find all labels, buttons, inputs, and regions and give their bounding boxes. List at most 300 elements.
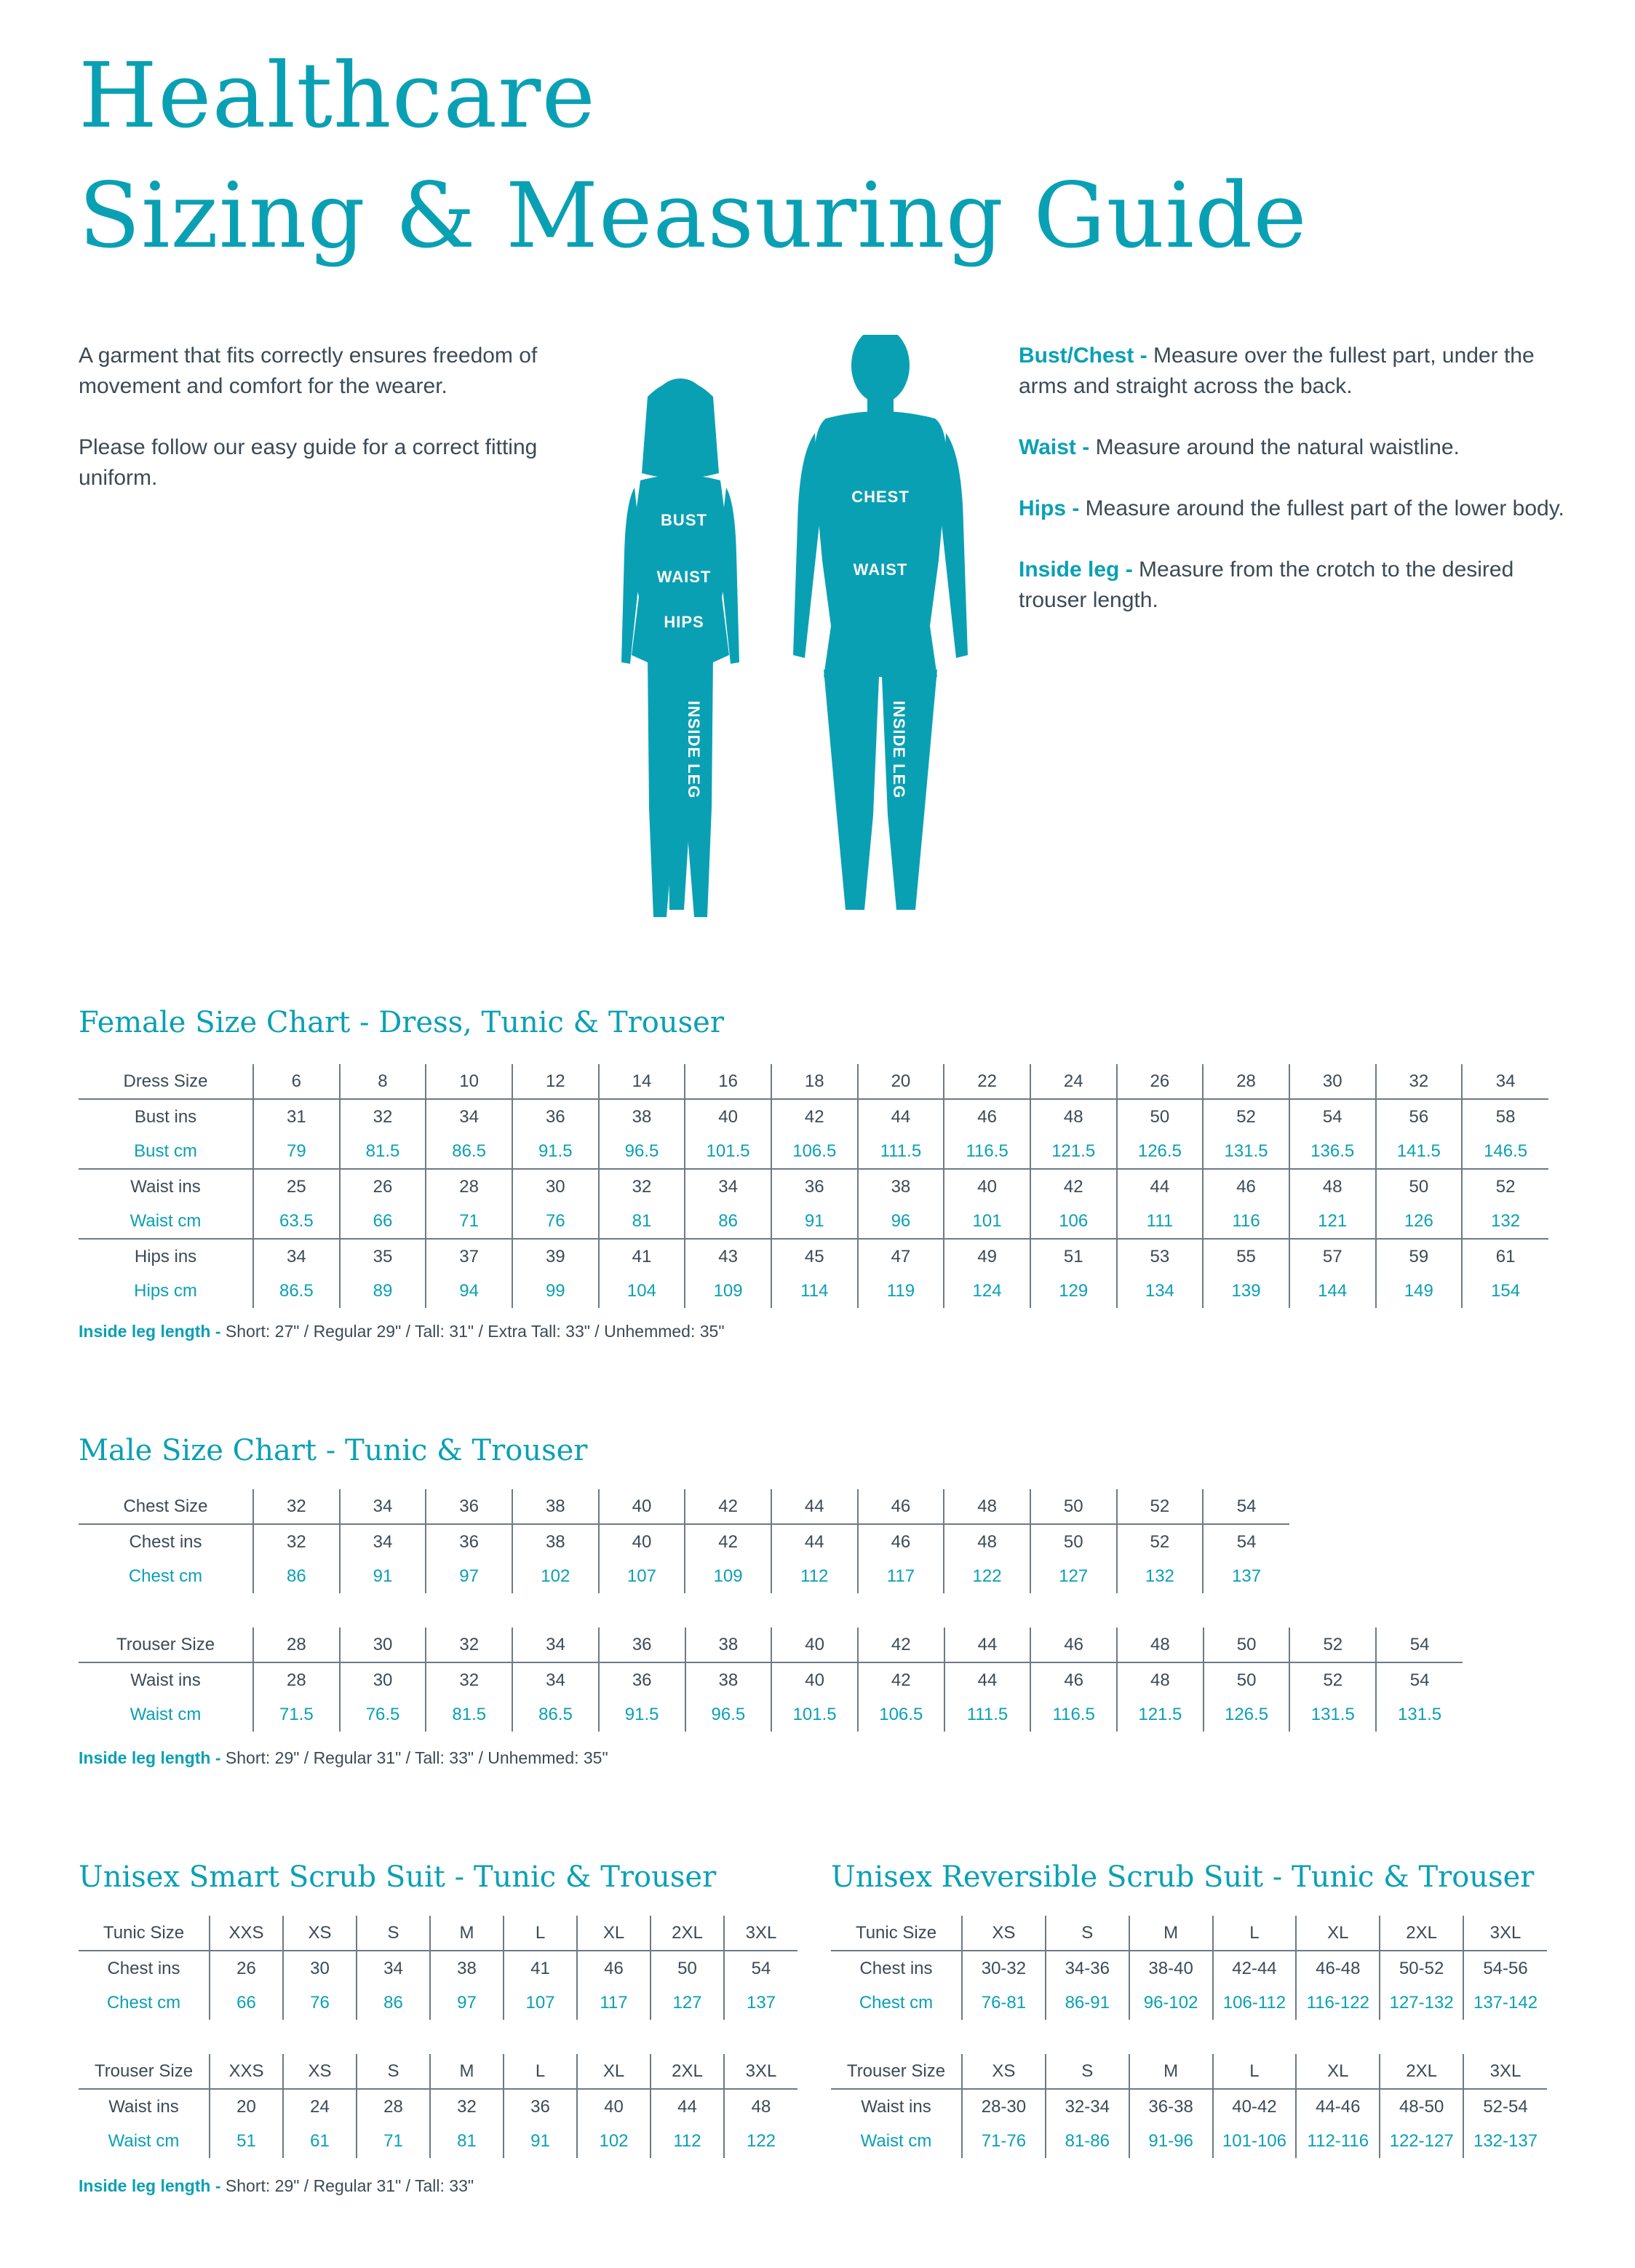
table-cell: 91 (771, 1204, 858, 1239)
table-row (79, 1274, 1548, 1308)
table-cell: 49 (944, 1239, 1030, 1274)
table-cell: 111.5 (858, 1134, 944, 1169)
table-cell: 54 (1376, 1627, 1463, 1662)
table-cell: 102 (512, 1559, 599, 1593)
table-cell: 32 (340, 1099, 426, 1134)
table-cell: 61 (1462, 1239, 1548, 1274)
table-cell: 41 (504, 1951, 577, 1986)
table-cell: 48 (724, 2089, 797, 2124)
table-cell: 28 (253, 1662, 340, 1697)
table-cell: 42 (1030, 1169, 1117, 1204)
table-cell: 131.5 (1289, 1697, 1376, 1732)
table-cell: 40-42 (1213, 2089, 1297, 2124)
table-cell: 12 (512, 1064, 599, 1099)
male-inside-leg-note (79, 1748, 608, 1768)
table-cell: 97 (426, 1559, 512, 1593)
table-cell: 89 (340, 1274, 426, 1308)
table-cell: 46 (944, 1099, 1030, 1134)
table-cell: 40 (944, 1169, 1030, 1204)
table-row (79, 1697, 1463, 1732)
table-cell: 39 (512, 1239, 599, 1274)
table-cell: 91.5 (512, 1134, 599, 1169)
table-cell: 6 (253, 1064, 340, 1099)
table-cell: 50 (1376, 1169, 1463, 1204)
table-cell: 71 (426, 1204, 512, 1239)
row-label: Hips cm (134, 1280, 197, 1301)
table-cell: 14 (599, 1064, 685, 1099)
table-cell: 86.5 (426, 1134, 512, 1169)
table-cell: 86.5 (253, 1274, 340, 1308)
table-cell: 52 (1117, 1489, 1204, 1524)
table-cell: 32 (426, 1662, 512, 1697)
table-row (79, 1204, 1548, 1239)
table-cell: 35 (340, 1239, 426, 1274)
table-cell: 50 (1204, 1662, 1290, 1697)
table-cell: 109 (685, 1274, 771, 1308)
table-cell: 40 (771, 1662, 858, 1697)
table-cell: 86.5 (512, 1697, 599, 1732)
row-label: Chest Size (79, 1489, 253, 1524)
table-cell: 30 (340, 1662, 426, 1697)
row-label: Bust cm (79, 1134, 253, 1169)
table-cell: 63.5 (253, 1204, 340, 1239)
table-cell: 30-32 (962, 1951, 1046, 1986)
table-cell: XS (962, 2054, 1046, 2089)
table-cell: 36 (426, 1489, 512, 1524)
table-cell: 96.5 (599, 1134, 685, 1169)
table-row (79, 2124, 797, 2158)
smart-inside-leg-note (79, 2176, 474, 2196)
table-cell: 50-52 (1380, 1951, 1463, 1986)
table-cell: 36 (504, 2089, 577, 2124)
note-text: Short: 29" / Regular 31" / Tall: 33" (220, 2176, 474, 2195)
table-cell: 71.5 (253, 1697, 340, 1732)
table-cell: 34 (512, 1662, 599, 1697)
table-cell: 37 (426, 1239, 512, 1274)
definition-term: Inside leg - (1019, 558, 1133, 582)
table-cell: 51 (210, 2124, 283, 2158)
table-cell: 121 (1289, 1204, 1376, 1239)
table-cell: 76 (512, 1204, 599, 1239)
table-cell: 146.5 (1462, 1134, 1548, 1169)
table-cell: 34 (357, 1951, 430, 1986)
table-cell: 18 (771, 1064, 858, 1099)
table-cell: 26 (340, 1169, 426, 1204)
table-cell: 104 (599, 1274, 685, 1308)
note-text: Short: 29" / Regular 31" / Tall: 33" / Unhemmed: 35" (220, 1748, 608, 1767)
table-cell: 76-81 (962, 1986, 1046, 2020)
table-cell: 36-38 (1129, 2089, 1213, 2124)
table-row (79, 1986, 797, 2020)
table-cell: 91 (340, 1559, 426, 1593)
table-cell: 38 (512, 1489, 599, 1524)
note-label: Inside leg length - (79, 1322, 221, 1341)
table-cell: 46 (858, 1489, 944, 1524)
row-label: Chest cm (859, 1992, 934, 2013)
table-cell: 34 (1462, 1064, 1548, 1099)
title-line-2: Sizing & Measuring Guide (79, 164, 1308, 269)
table-cell: 134 (1117, 1274, 1204, 1308)
table-cell: 126.5 (1117, 1134, 1204, 1169)
definition-text: Measure around the natural waistline. (1089, 435, 1460, 459)
table-cell: 59 (1376, 1239, 1463, 1274)
table-cell: 38 (685, 1662, 772, 1697)
table-cell: 52 (1117, 1524, 1204, 1559)
definition-term: Waist - (1019, 435, 1090, 459)
page-title (79, 36, 1308, 277)
table-cell: XL (1296, 1916, 1380, 1951)
table-cell: 127 (651, 1986, 724, 2020)
table-cell: 119 (858, 1274, 944, 1308)
table-cell: M (1129, 1916, 1213, 1951)
table-cell: 38 (685, 1627, 772, 1662)
table-cell: 41 (599, 1239, 685, 1274)
measurement-definitions (1019, 341, 1572, 646)
table-cell: 46 (577, 1951, 651, 1986)
table-cell: 71 (357, 2124, 430, 2158)
table-cell: 24 (283, 2089, 357, 2124)
reversible-tunic-table (831, 1916, 1547, 2020)
table-cell: 94 (426, 1274, 512, 1308)
table-cell: 112 (771, 1559, 858, 1593)
row-label: Chest ins (859, 1958, 933, 1978)
table-cell: 44 (771, 1489, 858, 1524)
row-label: Waist cm (79, 1204, 253, 1239)
table-cell: 46 (1030, 1662, 1117, 1697)
table-row (831, 1916, 1547, 1951)
table-cell: L (1213, 1916, 1297, 1951)
table-cell: 2XL (1380, 1916, 1463, 1951)
definition-bust (1019, 341, 1572, 402)
table-row (79, 1951, 797, 1986)
table-cell: 34 (426, 1099, 512, 1134)
smart-trouser-table (79, 2054, 797, 2158)
row-label: Tunic Size (79, 1916, 210, 1951)
reversible-scrub-title: Unisex Reversible Scrub Suit - Tunic & Trouser (831, 1860, 1535, 1894)
table-cell: XL (1296, 2054, 1380, 2089)
table-cell: 40 (771, 1627, 858, 1662)
table-cell: 26 (210, 1951, 283, 1986)
table-cell: 122-127 (1380, 2124, 1463, 2158)
table-row (79, 1524, 1289, 1559)
table-cell: 42 (771, 1099, 858, 1134)
table-cell: 38 (599, 1099, 685, 1134)
table-cell: L (504, 2054, 577, 2089)
table-cell: 36 (599, 1627, 685, 1662)
row-label: Chest cm (128, 1566, 203, 1586)
table-cell: 2XL (651, 2054, 724, 2089)
female-inside-leg-label: INSIDE LEG (685, 700, 703, 799)
table-cell: 2XL (651, 1916, 724, 1951)
table-cell: 30 (1289, 1064, 1376, 1099)
table-cell: 16 (685, 1064, 771, 1099)
table-cell: XXS (210, 1916, 283, 1951)
table-cell: 126 (1376, 1204, 1463, 1239)
table-row (79, 1489, 1289, 1524)
table-cell: 3XL (1463, 2054, 1547, 2089)
table-cell: 3XL (724, 2054, 797, 2089)
table-cell: 24 (1030, 1064, 1117, 1099)
table-cell: 149 (1376, 1274, 1463, 1308)
table-cell: 81.5 (426, 1697, 512, 1732)
table-cell: 116.5 (944, 1134, 1030, 1169)
table-cell: 47 (858, 1239, 944, 1274)
row-label: Waist cm (860, 2130, 932, 2151)
table-cell: 101.5 (771, 1697, 858, 1732)
table-cell: 34-36 (1046, 1951, 1129, 1986)
table-cell: 91 (504, 2124, 577, 2158)
table-cell: 40 (599, 1489, 685, 1524)
table-cell: 136.5 (1289, 1134, 1376, 1169)
smart-tunic-table (79, 1916, 797, 2020)
table-cell: 53 (1117, 1239, 1204, 1274)
table-cell: 86 (253, 1559, 340, 1593)
table-cell: 2XL (1380, 2054, 1463, 2089)
table-cell: 50 (651, 1951, 724, 1986)
table-cell: 48 (1030, 1099, 1117, 1134)
table-cell: 71-76 (962, 2124, 1046, 2158)
table-cell: 101 (944, 1204, 1030, 1239)
table-cell: 132 (1117, 1559, 1204, 1593)
row-label: Trouser Size (831, 2054, 962, 2089)
table-cell: 54 (1289, 1099, 1376, 1134)
table-cell: S (357, 2054, 430, 2089)
male-chart-title: Male Size Chart - Tunic & Trouser (79, 1434, 588, 1467)
table-cell: 28-30 (962, 2089, 1046, 2124)
table-cell: 132 (1462, 1204, 1548, 1239)
table-cell: 34 (512, 1627, 599, 1662)
table-cell: 40 (599, 1524, 685, 1559)
table-cell: 132-137 (1463, 2124, 1547, 2158)
table-cell: 116 (1203, 1204, 1289, 1239)
table-cell: M (430, 2054, 504, 2089)
table-cell: 36 (512, 1099, 599, 1134)
female-waist-label: WAIST (656, 568, 712, 586)
table-cell: 137 (1203, 1559, 1289, 1593)
table-cell: 96-102 (1129, 1986, 1213, 2020)
table-cell: XS (283, 1916, 357, 1951)
table-row (79, 1559, 1289, 1593)
note-text: Short: 27" / Regular 29" / Tall: 31" / Extra Tall: 33" / Unhemmed: 35" (220, 1322, 725, 1341)
male-chest-table (79, 1489, 1289, 1593)
table-cell: 54 (1203, 1489, 1289, 1524)
table-cell: 81 (599, 1204, 685, 1239)
table-cell: 48-50 (1380, 2089, 1463, 2124)
table-cell: 106-112 (1213, 1986, 1297, 2020)
table-cell: 34 (685, 1169, 771, 1204)
table-cell: 81 (430, 2124, 504, 2158)
table-cell: 50 (1030, 1489, 1117, 1524)
table-cell: 31 (253, 1099, 340, 1134)
note-label: Inside leg length - (79, 1748, 221, 1767)
intro-text (79, 341, 602, 524)
table-cell: 129 (1030, 1274, 1117, 1308)
table-cell: 48 (944, 1524, 1030, 1559)
table-cell: 8 (340, 1064, 426, 1099)
table-cell: 131.5 (1203, 1134, 1289, 1169)
table-cell: 38 (430, 1951, 504, 1986)
table-cell: 116-122 (1296, 1986, 1380, 2020)
table-cell: 36 (426, 1524, 512, 1559)
table-cell: 91.5 (599, 1697, 685, 1732)
table-cell: 106 (1030, 1204, 1117, 1239)
table-cell: 38-40 (1129, 1951, 1213, 1986)
table-cell: 86 (685, 1204, 771, 1239)
table-cell: 44 (771, 1524, 858, 1559)
table-cell: 102 (577, 2124, 651, 2158)
table-cell: 106.5 (771, 1134, 858, 1169)
table-cell: L (504, 1916, 577, 1951)
table-cell: 3XL (724, 1916, 797, 1951)
table-cell: 86-91 (1046, 1986, 1129, 2020)
table-cell: 111 (1117, 1204, 1204, 1239)
table-cell: 117 (858, 1559, 944, 1593)
table-cell: 51 (1030, 1239, 1117, 1274)
table-cell: 106.5 (858, 1697, 944, 1732)
table-cell: 131.5 (1376, 1697, 1463, 1732)
row-label: Chest ins (107, 1958, 180, 1978)
table-cell: 56 (1376, 1099, 1463, 1134)
intro-paragraph-1: A garment that fits correctly ensures freedom of movement and comfort for the wearer. (79, 344, 538, 398)
table-cell: 43 (685, 1239, 771, 1274)
row-label: Bust ins (134, 1106, 197, 1127)
table-cell: 127-132 (1380, 1986, 1463, 2020)
male-trouser-table (79, 1627, 1463, 1732)
row-label: Trouser Size (79, 1627, 253, 1662)
table-cell: 34 (253, 1239, 340, 1274)
table-cell: 40 (685, 1099, 771, 1134)
row-label: Hips ins (134, 1246, 197, 1266)
table-row (79, 1627, 1463, 1662)
table-cell: 96.5 (685, 1697, 772, 1732)
table-row (79, 2089, 797, 2124)
table-cell: 126.5 (1204, 1697, 1290, 1732)
table-cell: 117 (577, 1986, 651, 2020)
reversible-trouser-table (831, 2054, 1547, 2158)
table-row (831, 2054, 1547, 2089)
table-cell: 124 (944, 1274, 1030, 1308)
table-cell: 114 (771, 1274, 858, 1308)
table-cell: 116.5 (1030, 1697, 1117, 1732)
definition-text: Measure from the crotch to the desired trouser length. (1019, 558, 1514, 612)
table-cell: 127 (1030, 1559, 1117, 1593)
table-cell: 44 (944, 1662, 1031, 1697)
table-cell: 46 (1030, 1627, 1117, 1662)
table-cell: 28 (357, 2089, 430, 2124)
table-cell: 30 (283, 1951, 357, 1986)
table-row (79, 1662, 1463, 1697)
table-cell: 54-56 (1463, 1951, 1547, 1986)
table-cell: XS (283, 2054, 357, 2089)
intro-paragraph-2: Please follow our easy guide for a correct fitting uniform. (79, 435, 538, 490)
table-cell: 91-96 (1129, 2124, 1213, 2158)
female-inside-leg-note (79, 1322, 725, 1341)
table-cell: 107 (599, 1559, 685, 1593)
table-cell: XL (577, 2054, 651, 2089)
table-cell: 38 (512, 1524, 599, 1559)
row-label: Waist cm (108, 2130, 180, 2151)
table-cell: 61 (283, 2124, 357, 2158)
female-bust-label: BUST (661, 511, 707, 529)
male-chest-label: CHEST (851, 488, 910, 506)
table-row (79, 1916, 797, 1951)
table-cell: 76 (283, 1986, 357, 2020)
table-cell: 121.5 (1030, 1134, 1117, 1169)
smart-scrub-title: Unisex Smart Scrub Suit - Tunic & Trouser (79, 1860, 717, 1894)
female-hips-label: HIPS (664, 613, 704, 631)
table-cell: 112-116 (1296, 2124, 1380, 2158)
definition-term: Hips - (1019, 496, 1080, 520)
table-cell: S (1046, 1916, 1129, 1951)
male-waist-label: WAIST (853, 560, 908, 579)
table-cell: 32-34 (1046, 2089, 1129, 2124)
table-cell: 50 (1030, 1524, 1117, 1559)
table-cell: 99 (512, 1274, 599, 1308)
row-label: Waist cm (130, 1704, 202, 1724)
table-cell: 48 (1117, 1662, 1204, 1697)
table-cell: 144 (1289, 1274, 1376, 1308)
table-cell: 141.5 (1376, 1134, 1463, 1169)
table-cell: 55 (1203, 1239, 1289, 1274)
row-label: Waist ins (861, 2096, 931, 2117)
table-cell: 54 (1203, 1524, 1289, 1559)
table-cell: 20 (858, 1064, 944, 1099)
table-cell: 44-46 (1296, 2089, 1380, 2124)
table-cell: 121.5 (1117, 1697, 1204, 1732)
table-cell: XXS (210, 2054, 283, 2089)
table-cell: 66 (340, 1204, 426, 1239)
table-cell: 28 (1203, 1064, 1289, 1099)
table-cell: 48 (944, 1489, 1030, 1524)
table-cell: 38 (858, 1169, 944, 1204)
definition-inside-leg (1019, 555, 1572, 616)
table-cell: 76.5 (340, 1697, 426, 1732)
table-cell: 111.5 (944, 1697, 1031, 1732)
table-cell: S (357, 1916, 430, 1951)
table-cell: 3XL (1463, 1916, 1547, 1951)
note-label: Inside leg length - (79, 2176, 221, 2195)
table-cell: 50 (1204, 1627, 1290, 1662)
row-label: Tunic Size (831, 1916, 962, 1951)
table-cell: L (1213, 2054, 1297, 2089)
table-cell: 101.5 (685, 1134, 771, 1169)
table-cell: 97 (430, 1986, 504, 2020)
table-cell: 52 (1289, 1662, 1376, 1697)
table-cell: 40 (577, 2089, 651, 2124)
table-cell: 48 (1117, 1627, 1204, 1662)
table-cell: 122 (724, 2124, 797, 2158)
definition-hips (1019, 493, 1572, 524)
table-cell: 44 (944, 1627, 1031, 1662)
female-chart-title: Female Size Chart - Dress, Tunic & Trouser (79, 1006, 724, 1039)
table-cell: 66 (210, 1986, 283, 2020)
table-cell: 30 (340, 1627, 426, 1662)
row-label: Waist ins (130, 1670, 201, 1690)
table-cell: 54 (1376, 1662, 1463, 1697)
definition-text: Measure over the fullest part, under the arms and straight across the back. (1019, 344, 1535, 398)
table-cell: 44 (858, 1099, 944, 1134)
table-row (831, 2089, 1547, 2124)
row-label: Chest ins (129, 1531, 202, 1552)
table-cell: S (1046, 2054, 1129, 2089)
table-cell: 46 (858, 1524, 944, 1559)
table-cell: 81-86 (1046, 2124, 1129, 2158)
table-cell: 44 (1117, 1169, 1204, 1204)
table-cell: 26 (1117, 1064, 1204, 1099)
definition-waist (1019, 432, 1572, 463)
table-cell: 22 (944, 1064, 1030, 1099)
row-label: Waist ins (130, 1176, 201, 1197)
